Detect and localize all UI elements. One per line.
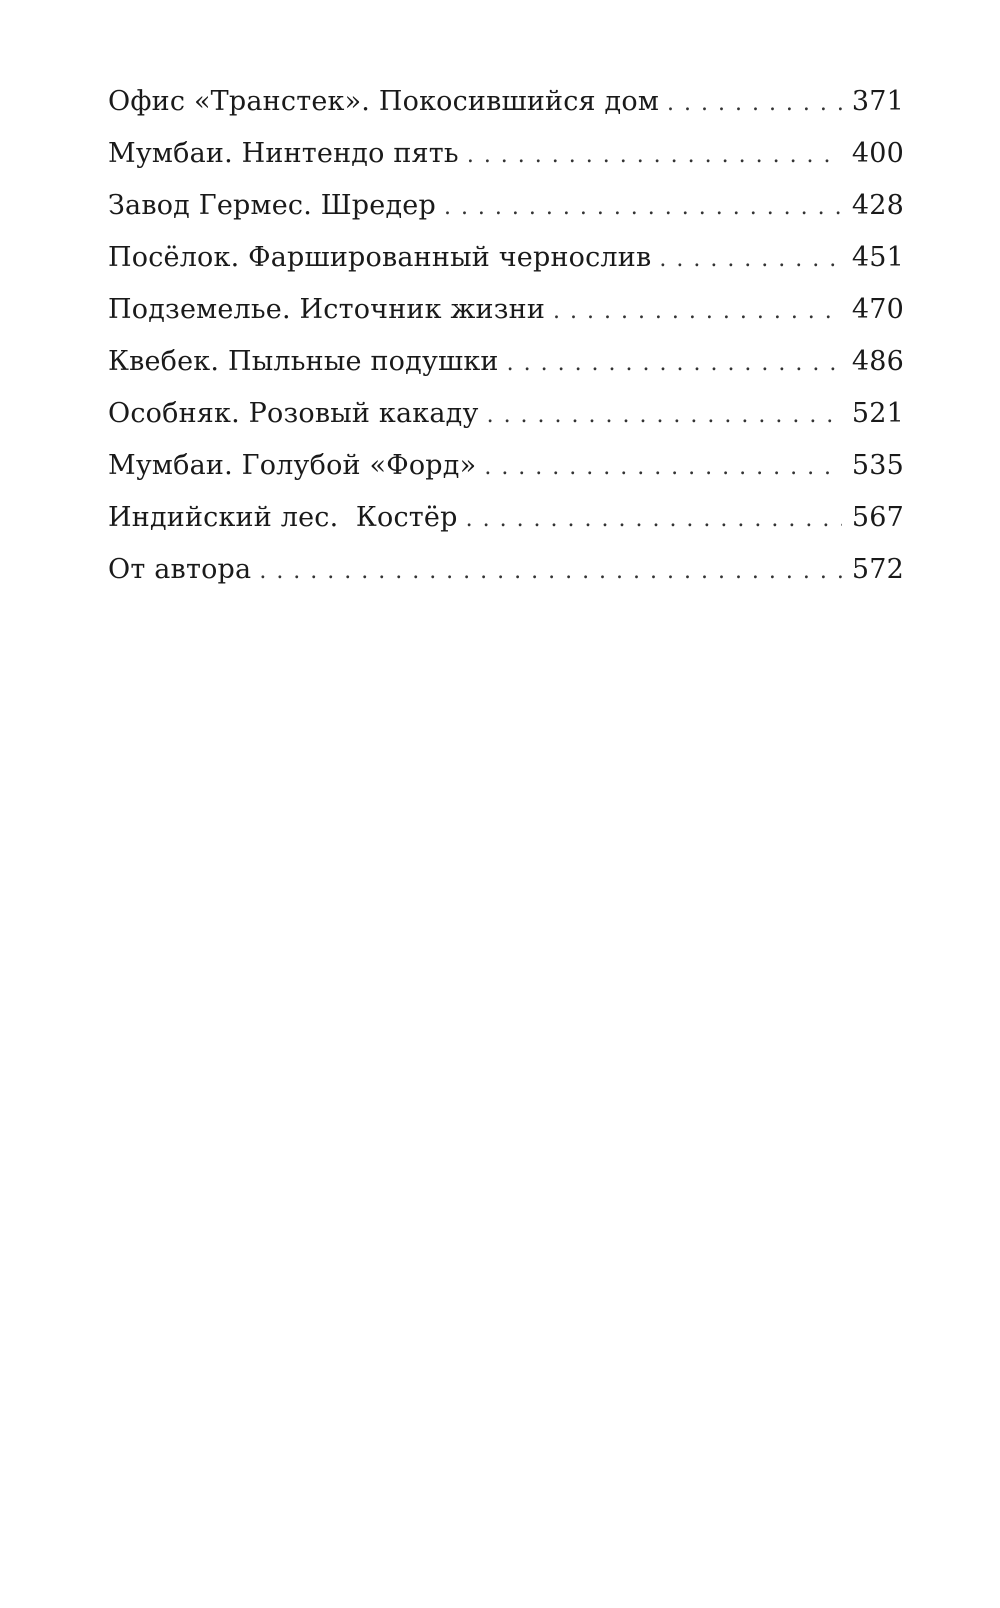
- toc-entry-title: От автора: [108, 554, 252, 585]
- dot-leader: [484, 442, 842, 494]
- toc-entry: [108, 232, 904, 284]
- toc-entry-page: 521: [851, 398, 904, 429]
- toc-entry: [108, 336, 904, 388]
- toc-entry-page: 451: [851, 242, 904, 273]
- toc-entry-page: 470: [851, 294, 904, 325]
- toc-entry: [108, 128, 904, 180]
- toc-entry: [108, 544, 904, 596]
- dot-leader: [487, 390, 842, 442]
- toc-entry-page: 428: [851, 190, 904, 221]
- toc-entry-title: Индийский лес. Костёр: [108, 502, 458, 533]
- toc-entry-title: Завод Гермес. Шредер: [108, 190, 436, 221]
- toc-entry-title: Подземелье. Источник жизни: [108, 294, 546, 325]
- toc-entry-title: Мумбаи. Голубой «Форд»: [108, 450, 477, 481]
- toc-entry-title: Посёлок. Фаршированный чернослив: [108, 242, 652, 273]
- toc-entry-title: Мумбаи. Нинтендо пять: [108, 138, 459, 169]
- toc-entry: [108, 284, 904, 336]
- toc-entry: [108, 180, 904, 232]
- toc-entry-page: 572: [851, 554, 904, 585]
- toc-entry-page: 535: [851, 450, 904, 481]
- dot-leader: [466, 494, 842, 546]
- toc-entry-title: Офис «Транстек». Покосившийся дом: [108, 86, 660, 117]
- toc-entry-page: 371: [851, 86, 904, 117]
- toc-entry-page: 567: [851, 502, 904, 533]
- dot-leader: [507, 338, 842, 390]
- toc-entry: [108, 492, 904, 544]
- toc-entry: [108, 440, 904, 492]
- dot-leader: [444, 182, 842, 234]
- toc-entry-page: 400: [851, 138, 904, 169]
- toc-entry: [108, 76, 904, 128]
- toc-entry-page: 486: [851, 346, 904, 377]
- toc-entry: [108, 388, 904, 440]
- toc-entry-title: Квебек. Пыльные подушки: [108, 346, 499, 377]
- dot-leader: [553, 286, 842, 338]
- table-of-contents: [108, 76, 904, 596]
- dot-leader: [259, 546, 842, 598]
- dot-leader: [667, 78, 842, 130]
- dot-leader: [659, 234, 841, 286]
- toc-entry-title: Особняк. Розовый какаду: [108, 398, 479, 429]
- dot-leader: [467, 130, 842, 182]
